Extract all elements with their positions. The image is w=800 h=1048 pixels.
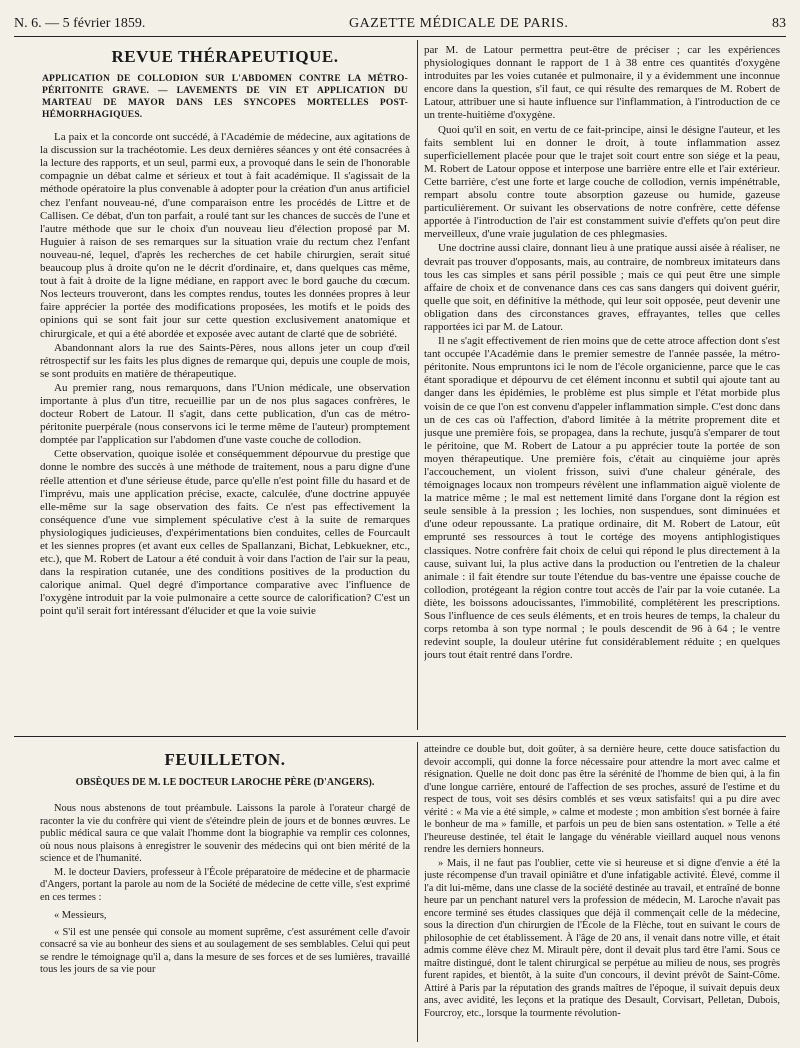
column-divider	[417, 742, 418, 1042]
revue-paragraph: Au premier rang, nous remarquons, dans l'Union médicale, une observation importante à plus d'un titre, recueillie par un de nos plus sagaces confrères, le docteur Robert de Latour. Il s'agit, dans cette publication, d'un cas de métro-péritonite puerpérale (nous conservons ici le terme même de l'auteur) promptement domptée par l'application sur l'abdomen d'une vaste couche de collodion.	[40, 381, 410, 447]
journal-title: GAZETTE MÉDICALE DE PARIS.	[349, 16, 569, 31]
revue-right-column	[424, 44, 780, 728]
header-rule	[14, 36, 786, 37]
revue-subtitle: APPLICATION DE COLLODION SUR L'ABDOMEN CONTRE LA MÉTRO-PÉRITONITE GRAVE. — LAVEMENTS DE VIN ET APPLICATION DU MARTEAU DE MAYOR DANS LES SYNCOPES MORTELLES POST-HÉMORRHAGIQUES.	[42, 74, 408, 121]
revue-paragraph: Abandonnant alors la rue des Saints-Pères, nous allons jeter un coup d'œil rétrospectif sur les faits les plus dignes de remarque qui, depuis une couple de mois, se sont produits en matière de thérapeutique.	[40, 341, 410, 380]
feuilleton-paragraph: Nous nous abstenons de tout préambule. Laissons la parole à l'orateur chargé de raconter la vie du confrère qui vient de s'éteindre plein de jours et de bonnes œuvres. Le public médical saura ce que valait l'homme dont la biographie va remplir ces colonnes, où nous nous plaisons à enregistrer le souvenir des médecins qui ont bien mérité de la science et de l'humanité.	[40, 803, 410, 864]
feuilleton-subtitle: OBSÈQUES DE M. LE DOCTEUR LAROCHE PÈRE (D'ANGERS).	[75, 776, 375, 788]
revue-paragraph: Il ne s'agit effectivement de rien moins que de cette atroce affection dont s'est tant occupée l'Académie dans le premier semestre de l'année passée, la métro-péritonite. Nous empruntons ici le nom de l'école organicienne, parce que le cas étant sporadique et dépourvu de cet élément inconnu et subtil qui ajoute tant au danger dans les épidémies, le problème est plus simple et l'état morbide plus voisin de ce que l'on est convenu d'appeler inflammation simple. C'est donc dans un de ces cas où l'affection, d'abord limitée à la métrite proprement dite et jusque une première fois, se propagea, dans la rechute, jusqu'à s'emparer de tout le péritoine, que M. Robert de Latour a pu apprécier toute la portée de son moyen thérapeutique. Une première fois, c'était au cinquième jour après l'accouchement, un violent frisson, suivi d'une chaleur générale, des témoignages locaux non trompeurs révèlent une inflammation aiguë violente de la matrice même ; le mal est nettement limité dans l'organe dont la région est seule sensible à la pression ; les lochies, non suspendues, sont diminuées et d'une odeur repoussante. La pratique ordinaire, dit M. Robert de Latour, eût emprunté ses ressources à tout le cortége des moyens antiphlogistiques classiques. Notre confrère fait choix de celui qui répond le plus directement à la cause, suivant lui, la plus active dans la production ou l'entretien de la chaleur animale : il fait étendre sur toute l'étendue du bas-ventre une épaisse couche de collodion, protégeant la région contre tout accès de l'air par la voie cutanée. La diète, les boissons adoucissantes, l'immobilité, complétèrent les prescriptions. Sous l'influence de ces seuls éléments, et en trois heures de temps, la chaleur du corps retomba à son type normal ; le pouls descendit de 96 à 64 ; le ventre redevint souple, la douleur utérine fut considérablement réduite ; en quelques jours tout était rentré dans l'ordre.	[424, 335, 780, 662]
feuilleton-right-column	[424, 744, 780, 1042]
feuilleton-paragraph: » Mais, il ne faut pas l'oublier, cette vie si heureuse et si digne d'envie a été la juste récompense d'un travail opiniâtre et d'une infatigable activité. Élevé, comme il l'a dit lui-même, dans une classe de la société destinée au travail, et entraîné de bonne heure par un penchant naturel vers la profession de médecin, M. Laroche n'avait pas encore terminé ses études classiques que déjà il commençait celle de la médecine, sous la direction d'un chirurgien de l'École de la Flèche, tout en suivant le cours de philosophie de cet établissement. À l'âge de 20 ans, il venait dans notre ville, et était admis comme élève chez M. Mirault père, dont il devait plus tard être l'ami. Sous ce maître distingué, dont le talent chirurgical se perpétue au milieu de nous, ses progrès furent rapides, et bientôt, à la suite d'un concours, il devint prévôt de Saint-Côme. Attiré à Paris par la réputation des grands maîtres de l'époque, il suivait depuis deux ans, avec avidité, les leçons et la pratique des Desault, Corvisart, Pelletan, Dubois, Fourcroy, etc., lorsque la tourmente révolution-	[424, 857, 780, 1019]
revue-paragraph: Une doctrine aussi claire, donnant lieu à une pratique aussi aisée à réaliser, ne devrait pas trouver d'opposants, mais, au contraire, de nombreux imitateurs dans tous les cas simples et sans péril possible ; mais ce qui peut être une simple affaire de choix et de convenance dans ces cas sans dangers qui doivent guérir, quelle que soit, en définitive la méthode, qui leur soit opposée, peut devenir une obligation dans des circonstances graves, effrayantes, telles que celles rapportées ici par M. de Latour.	[424, 242, 780, 333]
revue-paragraph: par M. de Latour permettra peut-être de préciser ; car les expériences physiologiques donnant le rapport de 1 à 38 entre ces quantités d'oxygène introduites par les voies cutanée et pulmonaire, il y a évidemment une inconnue encore dans la question, s'il faut, ce qui résulte des remarques de M. Robert de Latour, attribuer une si haute influence sur l'inflammation, à l'introduction de ce un trente-huitième d'oxygène.	[424, 44, 780, 122]
column-divider	[417, 40, 418, 730]
feuilleton-paragraph: « Messieurs,	[54, 910, 107, 921]
issue-date: N. 6. — 5 février 1859.	[14, 16, 146, 31]
revue-paragraph: Quoi qu'il en soit, en vertu de ce fait-principe, ainsi le désigne l'auteur, et les faits semblent lui en donner le droit, à toute inflammation assez superficiellement placée pour que le trajet soit court entre son siége et la peau, M. Robert de Latour oppose et interpose une barrière entre elle et l'air extérieur. Cette barrière, c'est une forte et large couche de collodion, vernis impénétrable, rempart absolu contre toute absorption gazeuse ou humide, gazeuse particulièrement. Or suivant les observations de notre confrère, cette défense apportée à l'introduction de l'air est constamment suivie d'effets qu'on peut dire merveilleux, d'une vraie jugulation de ces phlegmasies.	[424, 123, 780, 241]
feuilleton-paragraph: M. le docteur Daviers, professeur à l'École préparatoire de médecine et de pharmacie d'Angers, portant la parole au nom de la Société de médecine de cette ville, s'est exprimé en ces termes :	[40, 866, 410, 903]
page-number: 83	[771, 16, 786, 31]
revue-title: REVUE THÉRAPEUTIQUE.	[111, 47, 339, 66]
feuilleton-left-column	[40, 742, 410, 1042]
revue-paragraph: La paix et la concorde ont succédé, à l'Académie de médecine, aux agitations de la discussion sur la trachéotomie. Les deux dernières séances y ont été consacrées à la lecture des rapports, et un seul, parmi eux, a provoqué dans le sein de l'honorable compagnie un débat calme et sérieux et tout à fait académique. Il s'agissait de la méthode opératoire la plus convenable à adopter pour la création d'un anus artificiel chez l'enfant nouveau-né, d'une comparaison entre les procédés de Littre et de Callisen. Ce débat, d'un ton parfait, a roulé tant sur les chances de succès de l'une et l'autre méthode que sur le choix d'un nouveau lieu d'élection proposé par M. Huguier à raison de ses remarques sur la situation vraie du rectum chez l'enfant nouveau-né, lequel, d'après les recherches de cet habile chirurgien, serait situé beaucoup plus à droite qu'on ne le décrit d'ordinaire, et, dans quelques cas même, tout à fait à droite de la ligne médiane, en rapport avec le bord gauche du cœcum. Nos lecteurs trouveront, dans les comptes rendus, toutes les données propres à leur faire apprécier la portée des modifications proposées, les motifs et le poids des opinions qui se sont fait jour sur cette question exclusivement anatomique et chirurgicale, et qui a été abordée et exposée avec autant de clarté que de sobriété.	[40, 131, 410, 340]
revue-left-column	[40, 44, 410, 728]
feuilleton-paragraph: « S'il est une pensée qui console au moment suprême, c'est assurément celle d'avoir consacré sa vie au bonheur des siens et au soulagement de ses semblables. Celui qui peut se rendre le témoignage qu'il a, dans la mesure de ses forces et de ses lumières, travaillé tous les jours de sa vie pour	[40, 926, 410, 975]
running-header	[14, 6, 786, 32]
feuilleton-paragraph: atteindre ce double but, doit goûter, à sa dernière heure, cette douce satisfaction du devoir accompli, qui donne la force nécessaire pour attendre la mort avec calme et résignation. Quelle ne doit donc pas être la sérénité de l'homme de bien qui, à la fin d'une longue carrière, entouré de l'affection de ses proches, assuré de l'estime et du respect de tous, voit ses désirs comblés et ses vœux satisfaits! qui a pu dire avec vérité : « Ma vie a été simple, » calme et modeste ; mon ambition s'est bornée à faire le bonheur de ma » famille, et parfois un peu de bien sans ostentation. » Telle a été l'heureuse destinée, tel était le langage du vénérable vieillard auquel nous venons rendre les derniers honneurs.	[424, 744, 780, 855]
revue-paragraph: Cette observation, quoique isolée et conséquemment dépourvue du prestige que donne le nombre des succès à une méthode de traitement, nous a paru digne d'une réelle attention et d'une sérieuse étude, parce qu'elle n'est point fille du hasard et de l'imprévu, mais une application précise, exacte, calculée, d'une doctrine appuyée elle-même sur la sage observation des faits. Ce n'est pas effectivement la conséquence d'une vue simplement spéculative c'est à la suite de remarques physiologiques judicieuses, d'expérimentations bien conduites, celles de Fourcault et les siennes propres (et avant eux celles de Spallanzani, Bichat, Lebkuekner, etc., etc.), que M. Robert de Latour a été conduit à voir dans l'action de l'air sur la peau, dans la respiration cutanée, une des conditions positives de la production du calorique animal. Quel degré d'importance comparative avec l'influence de l'oxygène introduit par la voie pulmonaire a cette source de calorification? C'est un point qu'il serait fort intéressant d'élucider et que la voie suivie	[40, 448, 410, 618]
feuilleton-rule	[14, 736, 786, 737]
feuilleton-title: FEUILLETON.	[164, 750, 286, 769]
